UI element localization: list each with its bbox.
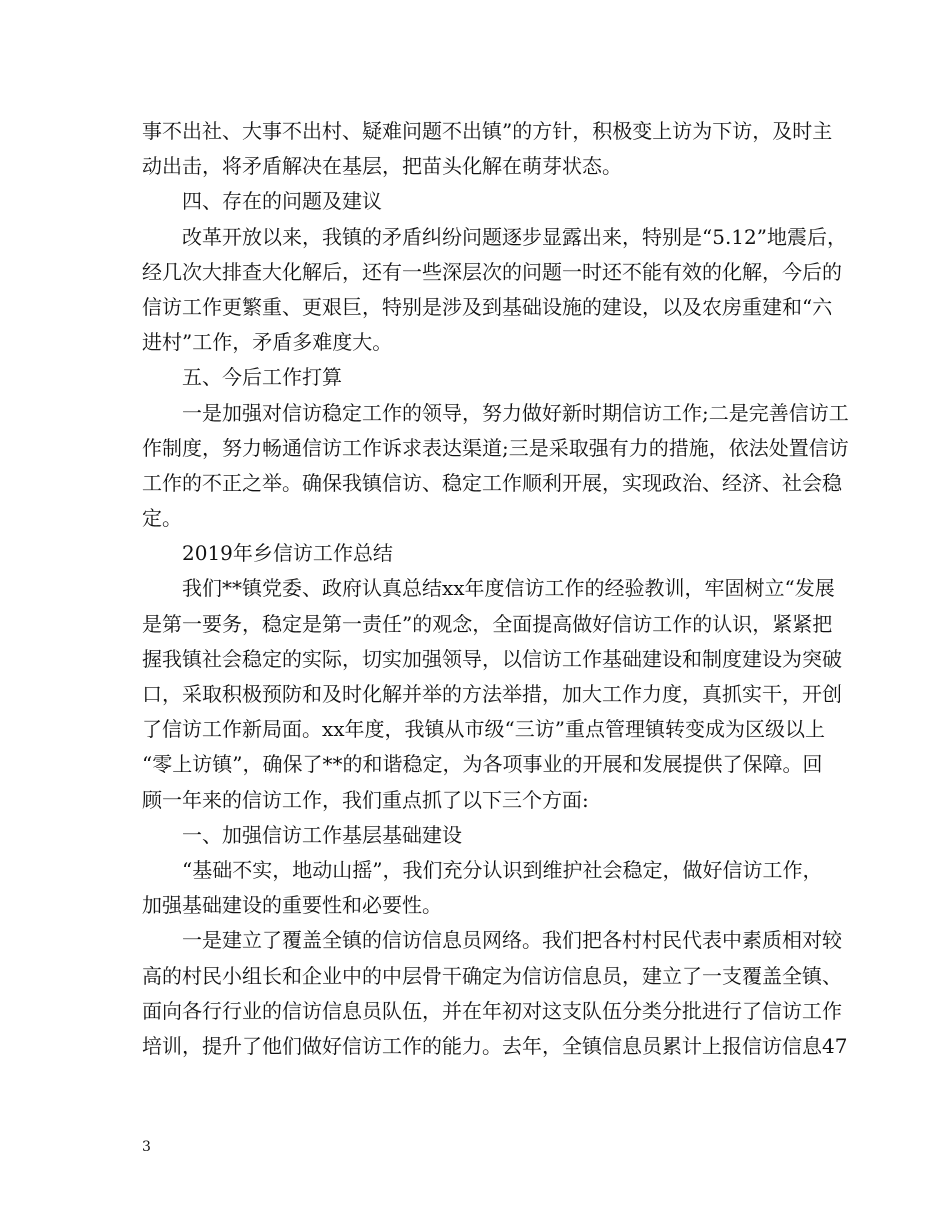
text-line: 改革开放以来，我镇的矛盾纠纷问题逐步显露出来，特别是“5.12”地震后，: [182, 224, 847, 249]
text-line: “零上访镇”，确保了**的和谐稳定，为各项事业的开展和发展提供了保障。回: [142, 752, 823, 777]
text-line: 培训，提升了他们做好信访工作的能力。去年，全镇信息员累计上报信访信息47: [142, 1033, 848, 1058]
text-line: 握我镇社会稳定的实际，切实加强领导，以信访工作基础建设和制度建设为突破: [142, 646, 842, 671]
document-body: [142, 114, 849, 1064]
document-subtitle: 2019年乡信访工作总结: [182, 541, 393, 566]
section-heading: 四、存在的问题及建议: [182, 189, 382, 214]
text-line: 一是建立了覆盖全镇的信访信息员网络。我们把各村村民代表中素质相对较: [182, 928, 842, 953]
section-heading: 一、加强信访工作基层基础建设: [182, 822, 462, 847]
text-line: 顾一年来的信访工作，我们重点抓了以下三个方面:: [142, 787, 589, 812]
text-line: 事不出社、大事不出村、疑难问题不出镇”的方针，积极变上访为下访，及时主: [142, 119, 833, 143]
text-line: 口，采取积极预防和及时化解并举的方法举措，加大工作力度，真抓实干，开创: [142, 682, 842, 706]
text-line: 进村”工作，矛盾多难度大。: [142, 330, 393, 355]
text-line: 动出击，将矛盾解决在基层，把苗头化解在萌芽状态。: [142, 154, 622, 179]
text-line: 作制度，努力畅通信访工作诉求表达渠道;三是采取强有力的措施，依法处置信访: [142, 435, 849, 460]
text-line: 信访工作更繁重、更艰巨，特别是涉及到基础设施的建设，以及农房重建和“六: [142, 294, 833, 319]
text-line: 经几次大排查大化解后，还有一些深层次的问题一时还不能有效的化解，今后的: [142, 259, 842, 284]
text-line: 一是加强对信访稳定工作的领导，努力做好新时期信访工作;二是完善信访工: [182, 400, 849, 425]
page-number: 3: [142, 1139, 151, 1155]
text-line: 高的村民小组长和企业中的中层骨干确定为信访信息员，建立了一支覆盖全镇、: [142, 963, 842, 988]
text-line: “基础不实，地动山摇”，我们充分认识到维护社会稳定，做好信访工作，: [182, 857, 823, 882]
text-line: 面向各行行业的信访信息员队伍，并在年初对这支队伍分类分批进行了信访工作: [142, 998, 842, 1023]
text-line: 定。: [142, 506, 182, 531]
text-line: 工作的不正之举。确保我镇信访、稳定工作顺利开展，实现政治、经济、社会稳: [142, 470, 842, 495]
section-heading: 五、今后工作打算: [182, 365, 342, 390]
text-line: 加强基础建设的重要性和必要性。: [142, 893, 442, 918]
text-line: 我们**镇党委、政府认真总结xx年度信访工作的经验教训，牢固树立“发展: [182, 576, 835, 601]
text-line: 是第一要务，稳定是第一责任”的观念，全面提高做好信访工作的认识，紧紧把: [142, 611, 833, 636]
text-line: 了信访工作新局面。xx年度，我镇从市级“三访”重点管理镇转变成为区级以上: [142, 717, 826, 742]
